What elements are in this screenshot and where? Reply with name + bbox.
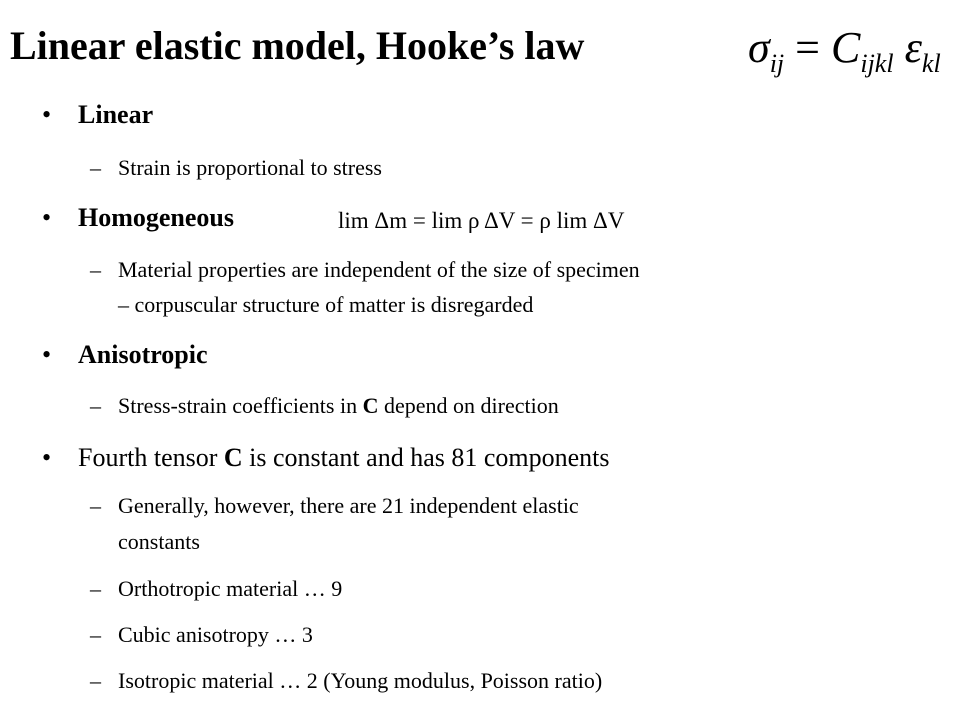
text-post: is constant and has 81 components xyxy=(242,443,610,472)
slide-title: Linear elastic model, Hooke’s law xyxy=(10,23,585,68)
c-subscript: ijkl xyxy=(860,49,894,78)
equals-sign: = xyxy=(784,23,831,72)
dash-marker: – xyxy=(90,668,101,693)
bullet-marker: • xyxy=(42,100,52,129)
sub-bullet-strain xyxy=(90,155,382,181)
bullet-anisotropic xyxy=(42,340,208,370)
dash-marker: – xyxy=(90,622,101,647)
dash-marker: – xyxy=(90,257,101,282)
bullet-homogeneous xyxy=(42,203,234,233)
dash-marker: – xyxy=(90,493,101,518)
dash-marker: – xyxy=(90,155,101,180)
sub-bullet-text: Strain is proportional to stress xyxy=(118,155,382,180)
hookes-law-equation xyxy=(748,22,941,79)
sub-bullet-text: Generally, however, there are 21 independent elastic xyxy=(118,493,579,518)
bullet-marker: • xyxy=(42,203,52,232)
epsilon-symbol: ε xyxy=(904,23,922,72)
bullet-text: Homogeneous xyxy=(78,203,234,232)
bullet-text: Linear xyxy=(78,100,154,129)
text-pre: Fourth tensor xyxy=(78,443,224,472)
bullet-linear xyxy=(42,100,153,130)
sub-bullet-continuation: constants xyxy=(118,529,200,554)
mass-limit-equation: lim Δm = lim ρ ΔV = ρ lim ΔV xyxy=(338,208,625,233)
dash-marker: – xyxy=(90,393,101,418)
sub-bullet-orthotropic xyxy=(90,576,342,602)
sub-bullet-stress-strain xyxy=(90,393,559,419)
tensor-c-bold: C xyxy=(223,443,243,472)
sub-bullet-isotropic xyxy=(90,668,602,694)
tensor-c-bold: C xyxy=(362,393,379,418)
epsilon-subscript: kl xyxy=(921,49,941,78)
c-symbol: C xyxy=(830,23,861,72)
sub-bullet-material-properties xyxy=(90,257,640,283)
sigma-symbol: σ xyxy=(748,23,770,72)
sigma-subscript: ij xyxy=(769,49,785,78)
text-post: depend on direction xyxy=(378,393,559,418)
sub-bullet-independent-constants xyxy=(90,493,579,519)
sub-bullet-text: Cubic anisotropy … 3 xyxy=(118,622,313,647)
dash-marker: – xyxy=(90,576,101,601)
bullet-text: Anisotropic xyxy=(78,340,208,369)
sub-bullet-cubic xyxy=(90,622,313,648)
sub-bullet-text: Material properties are independent of the size of specimen xyxy=(118,257,640,282)
sub-bullet-text: Orthotropic material … 9 xyxy=(118,576,343,601)
bullet-marker: • xyxy=(42,340,52,369)
sub-bullet-continuation: – corpuscular structure of matter is disregarded xyxy=(118,292,534,317)
bullet-fourth-tensor xyxy=(42,443,610,473)
text-pre: Stress-strain coefficients in xyxy=(118,393,363,418)
bullet-marker: • xyxy=(42,443,52,472)
sub-bullet-text: Isotropic material … 2 (Young modulus, Poisson ratio) xyxy=(118,668,603,693)
